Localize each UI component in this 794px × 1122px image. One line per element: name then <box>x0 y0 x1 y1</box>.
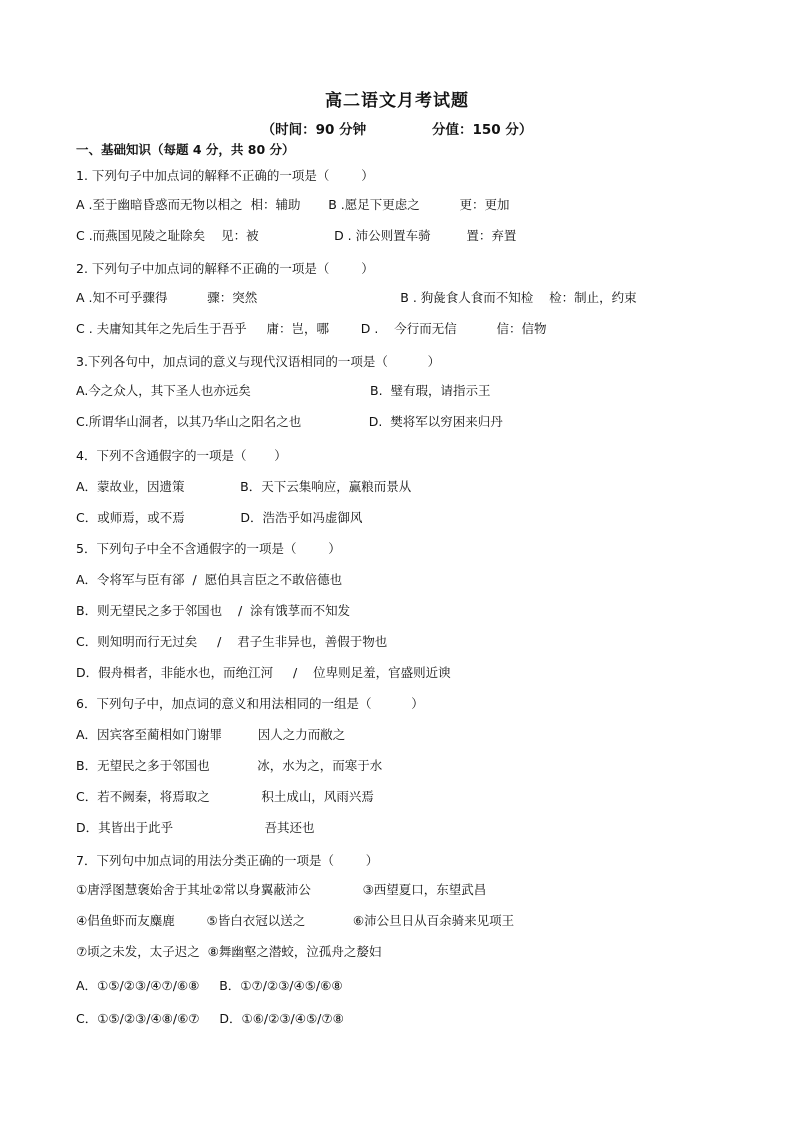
question-7-items-1: ①唐浮图慧褒始舍于其址②常以身翼蔽沛公 ③西望夏口，东望武昌 <box>76 882 487 897</box>
question-5: 5．下列句子中全不含通假字的一项是（ ） <box>76 541 341 556</box>
question-6-option-a: A．因宾客至蔺相如门谢罪 因人之力而敝之 <box>76 727 346 742</box>
question-1-options-ab: A .至于幽暗昏惑而无物以相之 相：辅助 B .愿足下更虑之 更：更加 <box>76 197 510 212</box>
question-7-options-ab: A．①⑤/②③/④⑦/⑥⑧ B．①⑦/②③/④⑤/⑥⑧ <box>76 978 343 993</box>
question-5-option-b: B．则无望民之多于邻国也 / 涂有饿莩而不知发 <box>76 603 351 618</box>
question-5-option-c: C．则知明而行无过矣 / 君子生非异也，善假于物也 <box>76 634 388 649</box>
question-5-option-d: D．假舟楫者，非能水也，而绝江河 / 位卑则足羞，官盛则近谀 <box>76 665 451 680</box>
exam-meta: （时间：90 分钟 分值：150 分） <box>261 122 533 138</box>
question-3-options-ab: A.今之众人，其下圣人也亦远矣 B. 璧有瑕，请指示王 <box>76 383 491 398</box>
question-4-options-ab: A．蒙故业，因遗策 B．天下云集响应，赢粮而景从 <box>76 479 412 494</box>
question-3-options-cd: C.所谓华山洞者，以其乃华山之阳名之也 D. 樊将军以穷困来归丹 <box>76 414 503 429</box>
question-4: 4．下列不含通假字的一项是（ ） <box>76 448 287 463</box>
question-2: 2. 下列句子中加点词的解释不正确的一项是（ ） <box>76 261 374 276</box>
question-6-option-c: C．若不阙秦，将焉取之 积土成山，风雨兴焉 <box>76 789 374 804</box>
question-6-option-d: D．其皆出于此乎 吾其还也 <box>76 820 315 835</box>
question-1: 1. 下列句子中加点词的解释不正确的一项是（ ） <box>76 168 374 183</box>
question-4-options-cd: C．或师焉，或不焉 D．浩浩乎如冯虚御风 <box>76 510 363 525</box>
question-7-items-3: ⑦顷之未发，太子迟之 ⑧舞幽壑之潜蛟，泣孤舟之嫠妇 <box>76 944 382 959</box>
question-2-options-cd: C . 夫庸知其年之先后生于吾乎 庸：岂，哪 D . 今行而无信 信：信物 <box>76 321 547 336</box>
question-7-options-cd: C．①⑤/②③/④⑧/⑥⑦ D．①⑥/②③/④⑤/⑦⑧ <box>76 1011 344 1026</box>
section-heading: 一、基础知识（每题 4 分，共 80 分） <box>76 142 295 157</box>
question-2-options-ab: A .知不可乎骤得 骤：突然 B . 狗彘食人食而不知检 检：制止，约束 <box>76 290 637 305</box>
question-6: 6．下列句子中，加点词的意义和用法相同的一组是（ ） <box>76 696 424 711</box>
question-1-options-cd: C .而燕国见陵之耻除矣 见：被 D . 沛公则置车骑 置：弃置 <box>76 228 517 243</box>
question-5-option-a: A．令将军与臣有郤 / 愿伯具言臣之不敢倍德也 <box>76 572 343 587</box>
page-title: 高二语文月考试题 <box>325 91 469 111</box>
question-3: 3.下列各句中，加点词的意义与现代汉语相同的一项是（ ） <box>76 354 441 369</box>
question-7: 7．下列句中加点词的用法分类正确的一项是（ ） <box>76 853 379 868</box>
question-7-items-2: ④侣鱼虾而友麋鹿 ⑤皆白衣冠以送之 ⑥沛公旦日从百余骑来见项王 <box>76 913 515 928</box>
question-6-option-b: B．无望民之多于邻国也 冰，水为之，而寒于水 <box>76 758 383 773</box>
